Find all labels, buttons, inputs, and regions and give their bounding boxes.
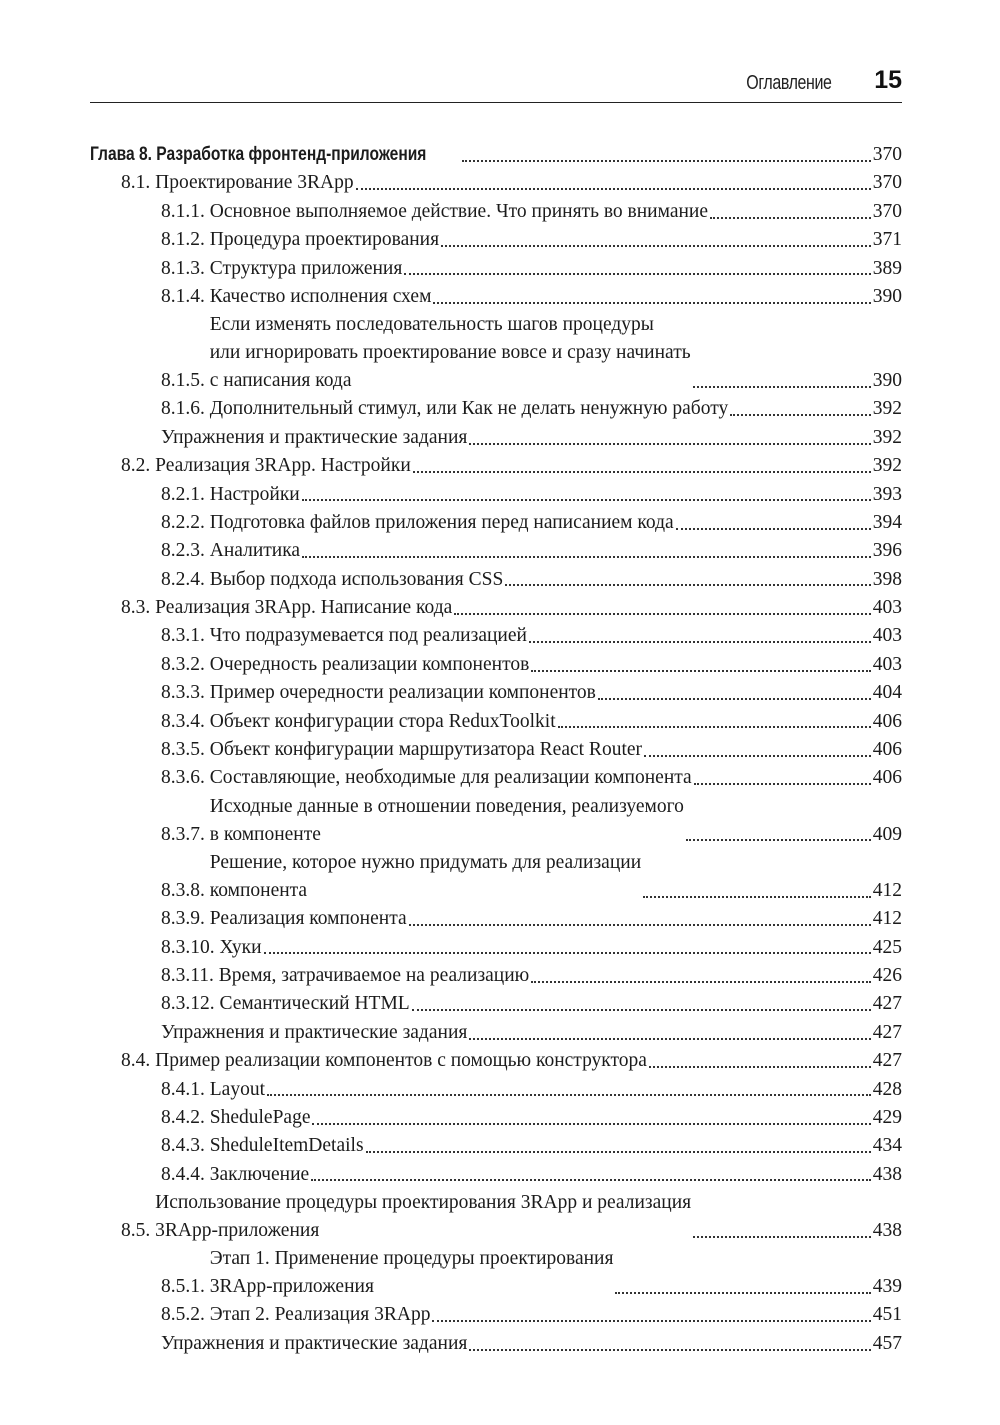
dot-leader: [529, 641, 871, 643]
toc-entry-title: Упражнения и практические задания: [161, 1332, 468, 1354]
toc-entry-title: Процедура проектирования: [209, 229, 440, 251]
toc-entry-number: 8.2.2.: [161, 511, 205, 533]
toc-entry-number: 8.2.4.: [161, 568, 205, 590]
toc-entry-number: 8.2.1.: [161, 483, 205, 505]
toc-entry-title: Составляющие, необходимые для реализации компонента: [209, 767, 692, 789]
dot-leader: [454, 613, 870, 615]
toc-entry-number: 8.3.2.: [161, 653, 205, 675]
toc-entry-title: Если изменять последовательность шагов процедуры или игнорировать проектирование вовсе и сразу начинать с написания кода: [209, 314, 691, 391]
toc-entry-title: Этап 1. Применение процедуры проектирования 3RApp-приложения: [209, 1248, 614, 1298]
dot-leader: [264, 952, 871, 954]
toc-entry: [90, 1330, 902, 1358]
toc-entry-number: 8.3.4.: [161, 710, 205, 732]
toc-entry: [90, 1104, 902, 1132]
toc-entry-page: 370: [872, 172, 902, 194]
toc-entry-title: Что подразумевается под реализацией: [209, 625, 527, 647]
dot-leader: [531, 670, 870, 672]
toc-entry-title: Структура приложения: [209, 257, 403, 279]
toc-entry-title: Глава 8. Разработка фронтенд-приложения: [90, 144, 427, 165]
toc-entry-number: 8.3.6.: [161, 767, 205, 789]
toc-entry-number: 8.3.7.: [161, 823, 205, 845]
toc-entry: [90, 424, 902, 452]
toc-entry-number: 8.3.12.: [161, 993, 215, 1015]
dot-leader: [462, 160, 871, 162]
dot-leader: [558, 726, 871, 728]
dot-leader: [469, 1349, 870, 1351]
toc-entry-page: 370: [872, 200, 902, 222]
toc-entry: [90, 566, 902, 594]
toc-entry-number: 8.2.: [121, 455, 151, 477]
toc-entry: [90, 708, 902, 736]
toc-entry-title: Упражнения и практические задания: [161, 426, 468, 448]
toc-entry: [90, 934, 902, 962]
toc-entry: [90, 905, 902, 933]
dot-leader: [615, 1292, 870, 1294]
toc-entry-page: 393: [872, 483, 902, 505]
dot-leader: [432, 1320, 870, 1322]
toc-entry-page: 392: [872, 455, 902, 477]
toc-entry: [90, 651, 902, 679]
toc-entry-page: 438: [872, 1219, 902, 1241]
dot-leader: [413, 471, 871, 473]
toc-entry-title: Этап 2. Реализация 3RApp: [209, 1304, 431, 1326]
dot-leader: [505, 584, 870, 586]
dot-leader: [693, 1236, 871, 1238]
section-title: Оглавление: [746, 72, 832, 94]
toc-entry: [90, 764, 902, 792]
toc-entry-number: 8.3.10.: [161, 936, 215, 958]
table-of-contents: [90, 141, 902, 1358]
toc-entry-title: Решение, которое нужно придумать для реализации компонента: [209, 851, 642, 901]
toc-entry-page: 404: [872, 682, 902, 704]
toc-entry: [90, 198, 902, 226]
toc-entry-page: 412: [872, 908, 902, 930]
toc-entry-title: Заключение: [209, 1163, 310, 1185]
dot-leader: [302, 556, 871, 558]
dot-leader: [312, 1123, 870, 1125]
toc-entry-page: 428: [872, 1078, 902, 1100]
toc-entry-number: 8.3.1.: [161, 625, 205, 647]
toc-entry-page: 451: [872, 1304, 902, 1326]
toc-entry-number: 8.5.1.: [161, 1276, 205, 1298]
toc-entry-page: 390: [872, 285, 902, 307]
toc-entry: [90, 169, 902, 197]
toc-entry: [90, 1161, 902, 1189]
toc-entry-title: Реализация 3RApp. Настройки: [155, 455, 411, 477]
dot-leader: [730, 414, 871, 416]
toc-entry-page: 457: [872, 1332, 902, 1354]
toc-entry-page: 439: [872, 1276, 902, 1298]
toc-entry-page: 392: [872, 426, 902, 448]
toc-entry: [90, 990, 902, 1018]
toc-entry-page: 412: [872, 879, 902, 901]
toc-entry-page: 427: [872, 993, 902, 1015]
toc-entry-title: Объект конфигурации маршрутизатора React Router: [209, 739, 643, 761]
toc-entry-title: Пример очередности реализации компонентов: [209, 682, 596, 704]
toc-entry-title: Упражнения и практические задания: [161, 1021, 468, 1043]
toc-entry-page: 438: [872, 1163, 902, 1185]
toc-entry-title: Основное выполняемое действие. Что принять во внимание: [209, 200, 708, 222]
toc-entry: [90, 452, 902, 480]
toc-chapter-entry: [90, 141, 902, 169]
toc-entry-number: 8.4.1.: [161, 1078, 205, 1100]
toc-entry-title: SheduleItemDetails: [209, 1135, 364, 1157]
toc-entry-number: 8.3.5.: [161, 739, 205, 761]
dot-leader: [693, 386, 871, 388]
toc-entry: [90, 622, 902, 650]
toc-entry: [90, 1189, 902, 1245]
toc-entry-page: 394: [872, 511, 902, 533]
toc-entry-title: Качество исполнения схем: [209, 285, 432, 307]
dot-leader: [267, 1094, 871, 1096]
toc-entry-number: 8.4.2.: [161, 1106, 205, 1128]
toc-entry-page: 403: [872, 597, 902, 619]
dot-leader: [366, 1151, 871, 1153]
toc-entry-title: Использование процедуры проектирования 3RApp и реализация 3RApp-приложения: [155, 1192, 692, 1241]
toc-entry: [90, 537, 902, 565]
toc-entry-page: 406: [872, 767, 902, 789]
toc-entry-title: Пример реализации компонентов с помощью конструктора: [155, 1050, 647, 1072]
dot-leader: [598, 698, 871, 700]
toc-entry-page: 390: [872, 369, 902, 391]
toc-entry-page: 398: [872, 568, 902, 590]
dot-leader: [469, 1038, 870, 1040]
toc-entry-number: 8.1.6.: [161, 398, 205, 420]
toc-entry-title: Время, затрачиваемое на реализацию: [218, 964, 530, 986]
toc-entry-number: 8.2.3.: [161, 540, 205, 562]
toc-entry-number: 8.1.4.: [161, 285, 205, 307]
toc-entry-page: 403: [872, 625, 902, 647]
toc-entry-title: Подготовка файлов приложения перед написанием кода: [209, 511, 674, 533]
toc-entry: [90, 962, 902, 990]
toc-entry-number: 8.1.5.: [161, 369, 205, 391]
toc-entry-page: 392: [872, 398, 902, 420]
toc-entry-title: Очередность реализации компонентов: [209, 653, 530, 675]
dot-leader: [404, 273, 870, 275]
toc-entry-page: 389: [872, 257, 902, 279]
toc-entry: [90, 1245, 902, 1301]
toc-entry-title: Реализация компонента: [209, 908, 407, 930]
toc-entry-number: 8.3.3.: [161, 682, 205, 704]
dot-leader: [469, 443, 870, 445]
dot-leader: [302, 499, 871, 501]
toc-entry: [90, 679, 902, 707]
toc-entry: [90, 1076, 902, 1104]
toc-entry-number: 8.3.9.: [161, 908, 205, 930]
toc-entry-title: Layout: [209, 1078, 265, 1100]
toc-entry-page: 409: [872, 823, 902, 845]
dot-leader: [311, 1179, 871, 1181]
toc-entry-number: 8.5.: [121, 1219, 151, 1241]
toc-entry-title: Объект конфигурации стора ReduxToolkit: [209, 710, 556, 732]
toc-entry: [90, 481, 902, 509]
toc-entry-number: 8.1.3.: [161, 257, 205, 279]
toc-entry-number: 8.4.: [121, 1050, 151, 1072]
toc-entry: [90, 1019, 902, 1047]
dot-leader: [644, 755, 871, 757]
dot-leader: [649, 1066, 871, 1068]
dot-leader: [356, 188, 871, 190]
toc-entry: [90, 849, 902, 905]
dot-leader: [676, 528, 871, 530]
toc-entry-page: 371: [872, 229, 902, 251]
toc-entry-title: Выбор подхода использования CSS: [209, 568, 504, 590]
toc-entry-page: 403: [872, 653, 902, 675]
toc-entry-title: ShedulePage: [209, 1106, 311, 1128]
toc-entry-page: 370: [872, 144, 902, 165]
toc-entry: [90, 395, 902, 423]
toc-entry-title: Аналитика: [209, 540, 301, 562]
toc-entry-number: 8.5.2.: [161, 1304, 205, 1326]
toc-entry: [90, 509, 902, 537]
toc-entry: [90, 1132, 902, 1160]
toc-entry-number: 8.1.: [121, 172, 151, 194]
toc-entry-title: Настройки: [209, 483, 300, 505]
running-header: [90, 66, 902, 103]
toc-entry-page: 406: [872, 739, 902, 761]
toc-entry-title: Исходные данные в отношении поведения, реализуемого в компоненте: [209, 795, 684, 845]
page-number: 15: [874, 66, 902, 94]
dot-leader: [643, 896, 871, 898]
toc-entry-page: 406: [872, 710, 902, 732]
toc-entry-page: 426: [872, 964, 902, 986]
dot-leader: [686, 839, 871, 841]
dot-leader: [412, 1009, 871, 1011]
toc-entry: [90, 1047, 902, 1075]
toc-entry-number: 8.3.11.: [161, 964, 214, 986]
toc-entry: [90, 594, 902, 622]
toc-entry-page: 427: [872, 1050, 902, 1072]
toc-entry: [90, 736, 902, 764]
toc-entry-page: 429: [872, 1106, 902, 1128]
toc-entry-title: Дополнительный стимул, или Как не делать ненужную работу: [209, 398, 729, 420]
toc-entry: [90, 793, 902, 849]
dot-leader: [710, 217, 871, 219]
toc-entry-number: 8.1.1.: [161, 200, 205, 222]
toc-entry-title: Реализация 3RApp. Написание кода: [155, 597, 453, 619]
toc-entry-number: 8.3.: [121, 597, 151, 619]
toc-entry-number: 8.3.8.: [161, 879, 205, 901]
dot-leader: [409, 924, 871, 926]
toc-entry: [90, 283, 902, 311]
toc-entry-number: 8.4.4.: [161, 1163, 205, 1185]
toc-entry-number: 8.4.3.: [161, 1135, 205, 1157]
toc-entry-page: 427: [872, 1021, 902, 1043]
dot-leader: [694, 783, 871, 785]
toc-entry-page: 396: [872, 540, 902, 562]
dot-leader: [441, 245, 871, 247]
toc-entry-title: Проектирование 3RApp: [155, 172, 354, 194]
toc-entry-number: 8.1.2.: [161, 229, 205, 251]
toc-entry: [90, 1301, 902, 1329]
toc-entry-title: Хуки: [219, 936, 262, 958]
toc-entry: [90, 226, 902, 254]
dot-leader: [531, 981, 871, 983]
toc-entry-title: Семантический HTML: [219, 993, 410, 1015]
toc-entry: [90, 255, 902, 283]
toc-entry: [90, 311, 902, 394]
toc-entry-page: 434: [872, 1135, 902, 1157]
dot-leader: [433, 302, 870, 304]
toc-entry-page: 425: [872, 936, 902, 958]
